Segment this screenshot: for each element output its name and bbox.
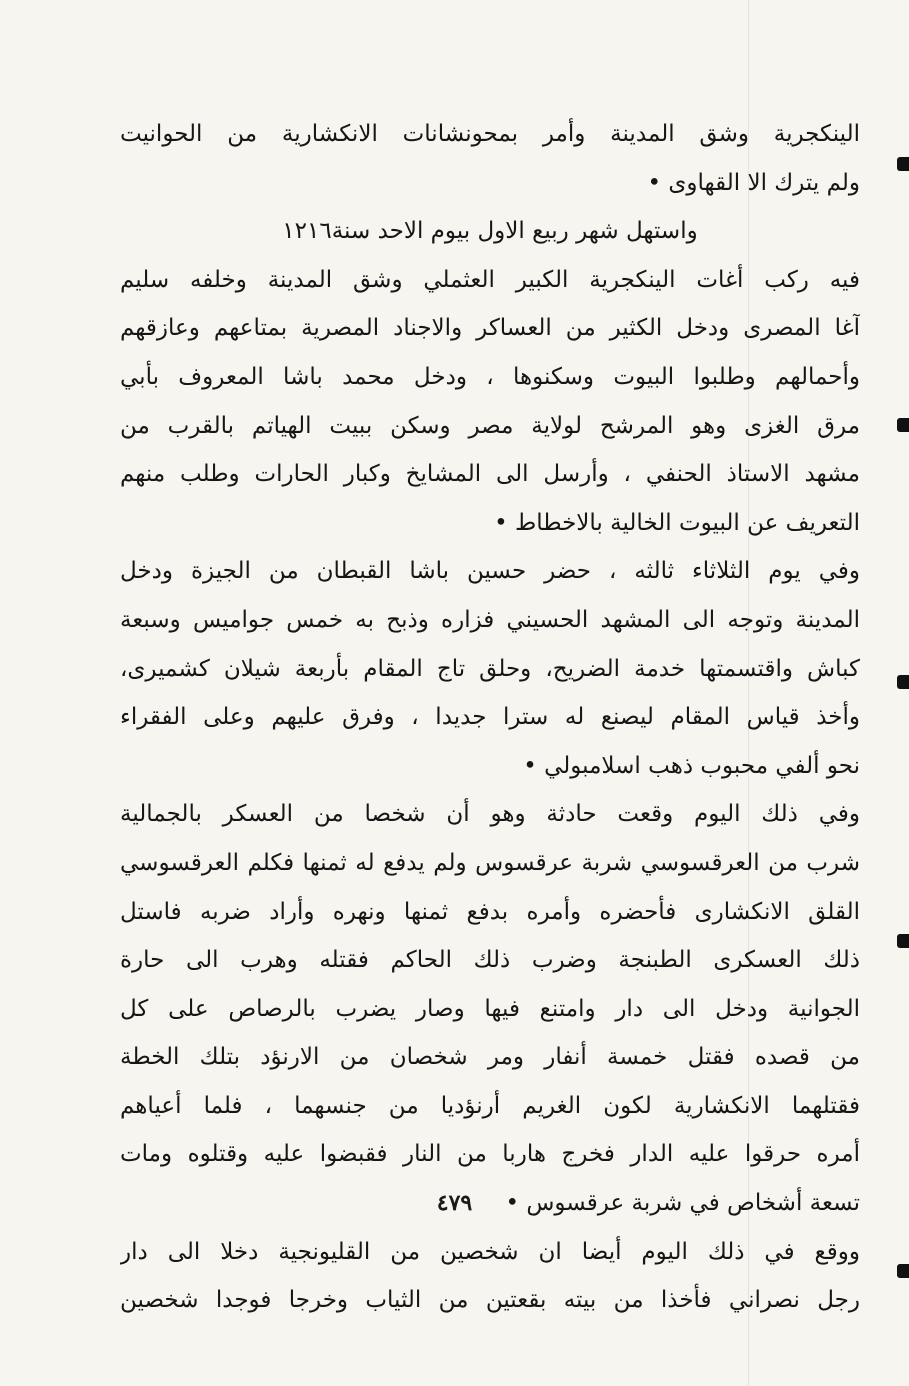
text-line: ذلك العسكرى الطبنجة وضرب ذلك الحاكم فقتله وهرب الى حارة <box>120 947 860 974</box>
text-line: فيه ركب أغات الينكجرية الكبير العثملي وشق المدينة وخلفه سليم <box>120 266 860 293</box>
text-line: وأحمالهم وطلبوا البيوت وسكنوها ، ودخل محمد باشا المعروف بأبي <box>120 363 860 390</box>
page-number: ٤٧٩ <box>436 1190 473 1216</box>
margin-mark <box>897 418 909 432</box>
text-line: التعريف عن البيوت الخالية بالاخطاط • <box>494 509 860 536</box>
text-line: شرب من العرقسوسي شربة عرقسوس ولم يدفع له ثمنها فكلم العرقسوسي <box>120 849 860 876</box>
text-line: مرق الغزى وهو المرشح لولاية مصر وسكن ببيت الهياتم بالقرب من <box>120 412 860 439</box>
text-line: ووقع في ذلك اليوم أيضا ان شخصين من القليونجية دخلا الى دار <box>120 1238 860 1265</box>
margin-mark <box>897 1264 909 1278</box>
margin-mark <box>897 157 909 171</box>
text-line: المدينة وتوجه الى المشهد الحسيني فزاره وذبح به خمس جواميس وسبعة <box>120 606 860 633</box>
text-line: من قصده فقتل خمسة أنفار ومر شخصان من الارنؤد بتلك الخطة <box>120 1044 860 1071</box>
body-text <box>120 110 860 1325</box>
text-line: القلق الانكشارى فأحضره وأمره بدفع ثمنها ونهره وأراد ضربه فاستل <box>120 898 860 925</box>
text-line: آغا المصرى ودخل الكثير من العساكر والاجناد المصرية بمتاعهم وعازقهم <box>120 315 860 342</box>
text-line: مشهد الاستاذ الحنفي ، وأرسل الى المشايخ وكبار الحارات وطلب منهم <box>120 461 860 488</box>
text-line: نحو ألفي محبوب ذهب اسلامبولي • <box>523 752 860 779</box>
text-line: وفي ذلك اليوم وقعت حادثة وهو أن شخصا من العسكر بالجمالية <box>120 801 860 828</box>
text-line: الينكجرية وشق المدينة وأمر بمحونشانات الانكشارية من الحوانيت <box>120 121 860 147</box>
text-line: فقتلهما الانكشارية لكون الغريم أرنؤديا من جنسهما ، فلما أعياهم <box>120 1092 860 1119</box>
margin-mark <box>897 934 909 948</box>
text-line: كباش واقتسمتها خدمة الضريح، وحلق تاج المقام بأربعة شيلان كشميرى، <box>120 655 860 682</box>
text-line: ولم يترك الا القهاوى • <box>647 169 860 196</box>
text-line: وأخذ قياس المقام ليصنع له سترا جديدا ، وفرق عليهم وعلى الفقراء <box>120 704 860 731</box>
text-line: رجل نصراني فأخذا من بيته بقعتين من الثياب وخرجا فوجدا شخصين <box>120 1287 860 1314</box>
text-line: أمره حرقوا عليه الدار فخرج هاربا من النار فقبضوا عليه وقتلوه ومات <box>120 1141 860 1168</box>
text-line: الجوانية ودخل الى دار وامتنع فيها وصار يضرب بالرصاص على كل <box>120 995 860 1022</box>
text-line: وفي يوم الثلاثاء ثالثه ، حضر حسين باشا القبطان من الجيزة ودخل <box>120 558 860 585</box>
text-line: تسعة أشخاص في شربة عرقسوس • <box>505 1190 860 1217</box>
section-heading: واستهل شهر ربيع الاول بيوم الاحد سنة١٢١٦ <box>282 218 698 245</box>
margin-mark <box>897 675 909 689</box>
